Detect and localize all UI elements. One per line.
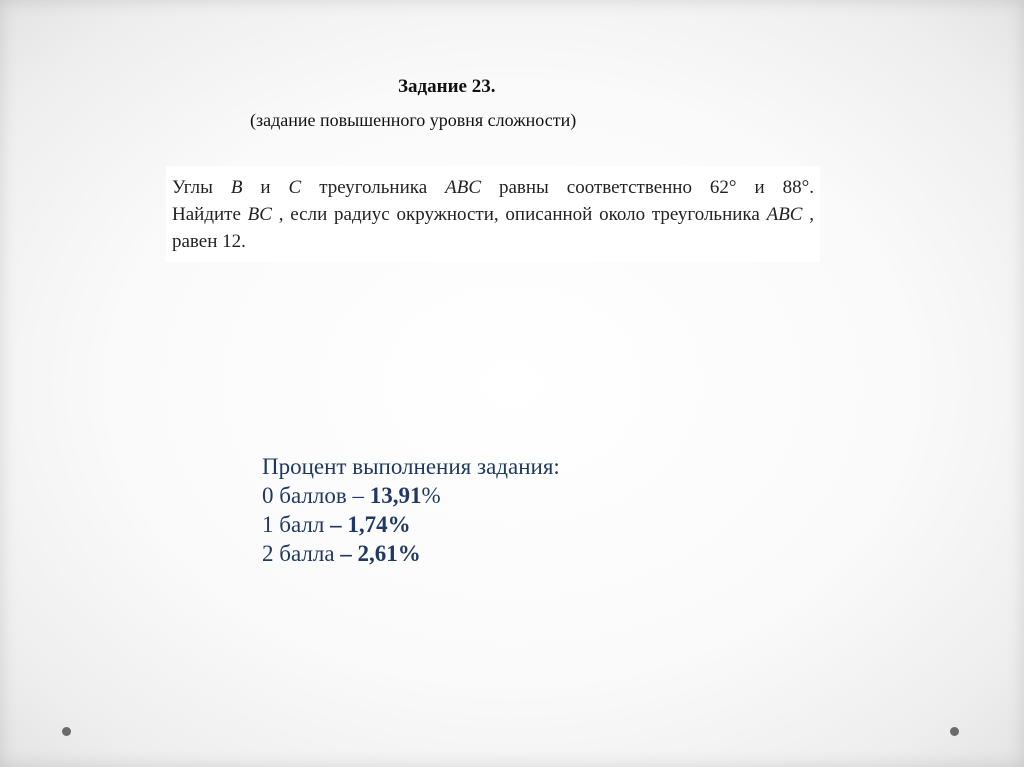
var-abc: ABC <box>445 177 481 198</box>
var-b: B <box>230 177 243 198</box>
stat-row-1-point <box>262 510 560 539</box>
stat-row-0-points <box>262 481 560 510</box>
completion-stats <box>262 452 560 568</box>
stat-dash: – <box>334 541 358 566</box>
stat-unit: % <box>421 483 441 508</box>
task-subtitle: (задание повышенного уровня сложности) <box>250 110 577 130</box>
slide-dot-decoration-left <box>62 727 71 736</box>
task-title: Задание 23. <box>398 76 496 97</box>
task-statement-image <box>166 166 820 262</box>
task-line-2: Найдите BC , если радиус окружности, описанной около треугольника ABC , <box>172 204 815 225</box>
slide-dot-decoration-right <box>950 727 959 736</box>
var-abc-2: ABC <box>766 204 803 225</box>
stat-value: 2,61% <box>357 541 421 566</box>
var-bc: BC <box>247 204 272 225</box>
stat-value: 13,91 <box>369 483 422 508</box>
var-c: C <box>288 177 302 198</box>
stat-label: 0 баллов <box>262 483 347 508</box>
stat-row-2-points <box>262 539 560 568</box>
stat-value: 1,74% <box>347 512 411 537</box>
stat-label: 2 балла <box>262 541 335 566</box>
stat-dash: – <box>346 483 370 508</box>
task-line-1: Углы B и C треугольника ABC равны соответственно 62° и 88°. <box>172 177 814 198</box>
stat-label: 1 балл <box>262 512 325 537</box>
task-statement <box>172 174 814 255</box>
stat-dash: – <box>324 512 348 537</box>
stats-heading: Процент выполнения задания: <box>262 454 560 479</box>
task-line-3: равен 12. <box>172 231 246 252</box>
